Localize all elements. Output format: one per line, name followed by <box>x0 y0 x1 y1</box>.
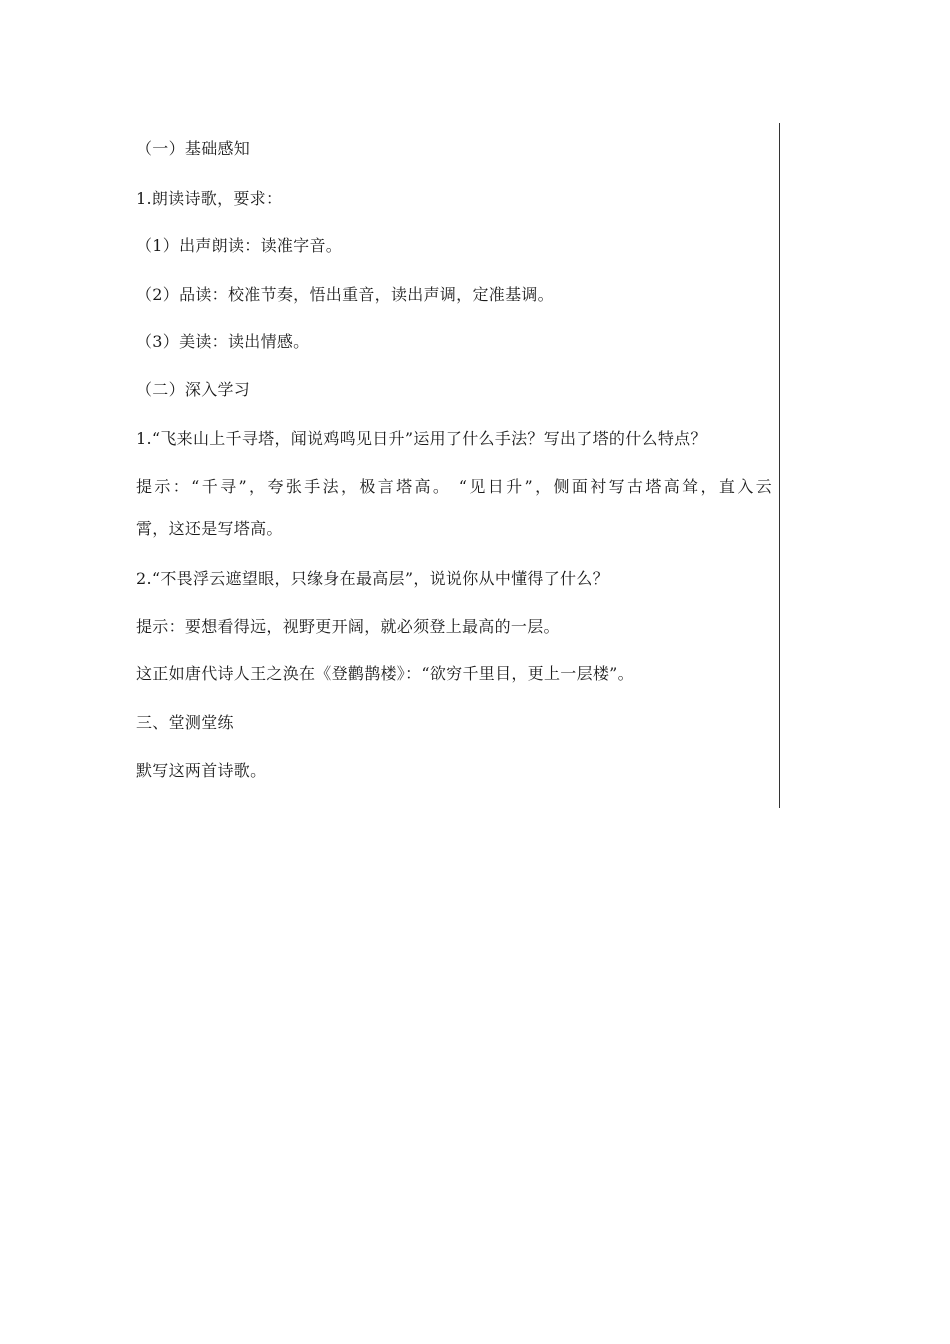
reading-step-3: （3）美读：读出情感。 <box>136 332 310 351</box>
hint-2: 提示：要想看得远，视野更开阔，就必须登上最高的一层。 <box>136 617 560 636</box>
section-heading-deep-study: （二）深入学习 <box>136 380 251 399</box>
hint-1-line-2: 霄，这还是写塔高。 <box>136 519 283 538</box>
margin-rule <box>779 123 780 808</box>
section-heading-classroom-test: 三、堂测堂练 <box>136 713 234 732</box>
question-1: 1.“飞来山上千寻塔，闻说鸡鸣见日升”运用了什么手法？写出了塔的什么特点？ <box>136 429 707 448</box>
question-2: 2.“不畏浮云遮望眼，只缘身在最高层”，说说你从中懂得了什么？ <box>136 569 609 588</box>
section-heading-basic-perception: （一）基础感知 <box>136 139 251 158</box>
dictation-instruction: 默写这两首诗歌。 <box>136 761 267 780</box>
reading-step-2: （2）品读：校准节奏，悟出重音，读出声调，定准基调。 <box>136 285 554 304</box>
hint-2-quote: 这正如唐代诗人王之涣在《登鹳鹊楼》：“欲穷千里目，更上一层楼”。 <box>136 664 634 683</box>
reading-requirement-item: 1.朗读诗歌，要求： <box>136 189 283 208</box>
hint-1-line-1: 提示：“千寻”，夸张手法，极言塔高。 “见日升”，侧面衬写古塔高耸，直入云 <box>136 477 772 496</box>
reading-step-1: （1）出声朗读：读准字音。 <box>136 236 343 255</box>
